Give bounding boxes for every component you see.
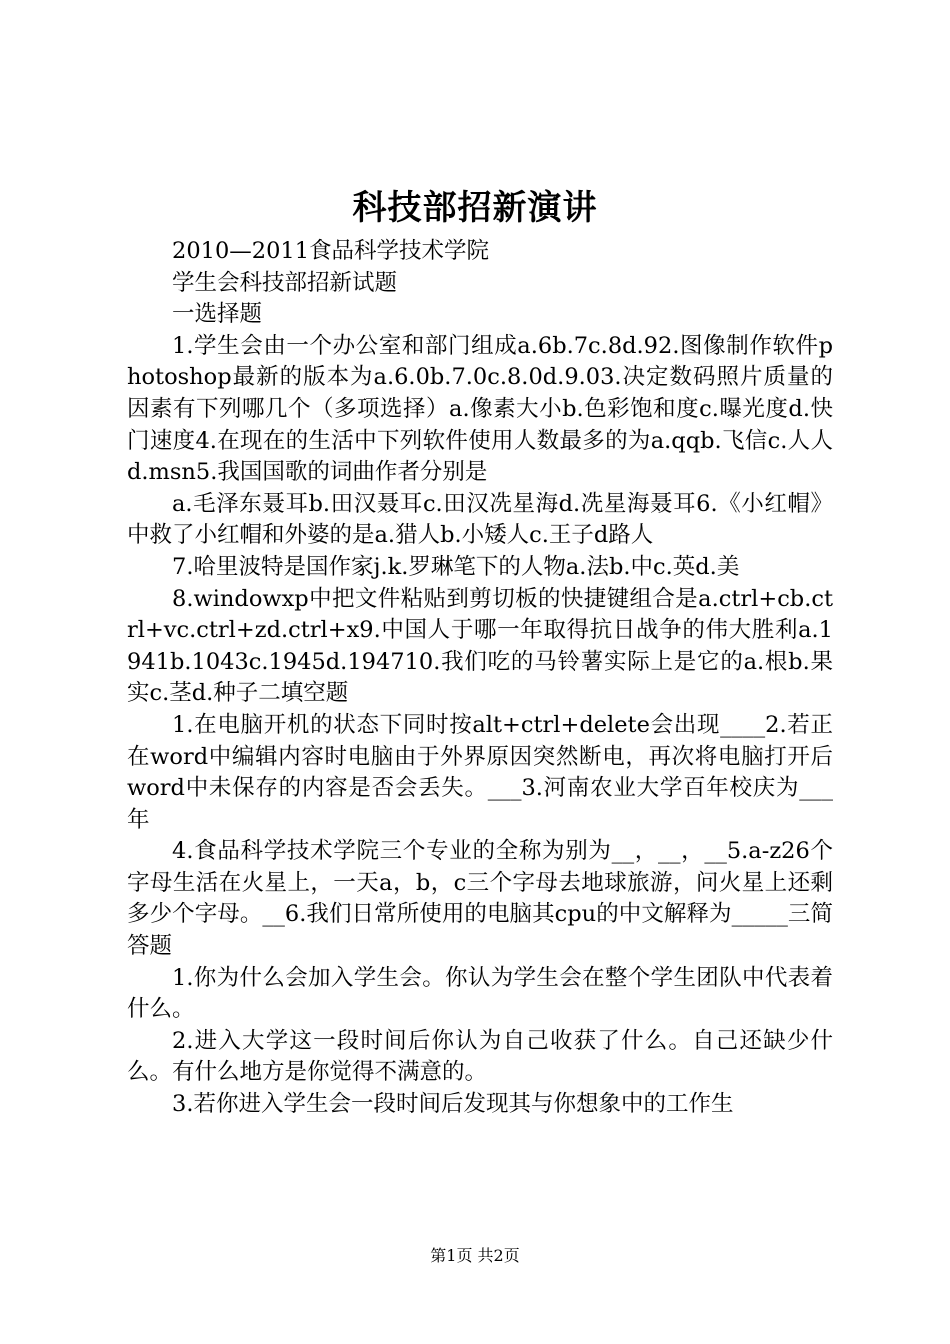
paragraph-subtitle: 学生会科技部招新试题 — [172, 269, 398, 296]
paragraph-fill-1-3: 1.在电脑开机的状态下同时按alt+ctrl+delete会出现____2.若正在word中编辑内容时电脑由于外界原因突然断电，再次将电脑打开后word中未保存的内容是否会丢失。___3.河南农业大学百年校庆为___年 — [127, 711, 833, 833]
page-footer: 第1页 共2页 — [430, 1246, 520, 1265]
section-heading-choice: 一选择题 — [172, 301, 263, 328]
paragraph-answer-1: 1.你为什么会加入学生会。你认为学生会在整个学生团队中代表着什么。 — [127, 964, 833, 1023]
document-title: 科技部招新演讲 — [352, 188, 598, 228]
paragraph-choice-1-5: 1.学生会由一个办公室和部门组成a.6b.7c.8d.92.图像制作软件photoshop最新的版本为a.6.0b.7.0c.8.0d.9.03.决定数码照片质量的因素有下列哪几个（多项选择）a.像素大小b.色彩饱和度c.曝光度d.快门速度4.在现在的生活中下列软件使用人数最多的为a.qqb.飞信c.人人d.msn5.我国国歌的词曲作者分别是 — [127, 332, 833, 486]
paragraph-answer-2: 2.进入大学这一段时间后你认为自己收获了什么。自己还缺少什么。有什么地方是你觉得不满意的。 — [127, 1027, 833, 1086]
paragraph-choice-5-6: a.毛泽东聂耳b.田汉聂耳c.田汉冼星海d.冼星海聂耳6.《小红帽》中救了小红帽和外婆的是a.猎人b.小矮人c.王子d路人 — [127, 490, 833, 549]
paragraph-answer-3: 3.若你进入学生会一段时间后发现其与你想象中的工作生 — [172, 1091, 734, 1118]
document-body — [127, 236, 833, 1121]
paragraph-year-school: 2010—2011食品科学技术学院 — [172, 238, 490, 264]
paragraph-choice-8-10: 8.windowxp中把文件粘贴到剪切板的快捷键组合是a.ctrl+cb.ctrl+vc.ctrl+zd.ctrl+x9.中国人于哪一年取得抗日战争的伟大胜利a.1941b.1043c.1945d.194710.我们吃的马铃薯实际上是它的a.根b.果实c.茎d.种子二填空题 — [127, 585, 833, 707]
paragraph-choice-7: 7.哈里波特是国作家j.k.罗琳笔下的人物a.法b.中c.英d.美 — [172, 553, 740, 580]
paragraph-fill-4-6: 4.食品科学技术学院三个专业的全称为别为__，__，__5.a-z26个字母生活在火星上，一天a，b，c三个字母去地球旅游，问火星上还剩多少个字母。__6.我们日常所使用的电脑其cpu的中文解释为_____三简答题 — [127, 838, 833, 960]
